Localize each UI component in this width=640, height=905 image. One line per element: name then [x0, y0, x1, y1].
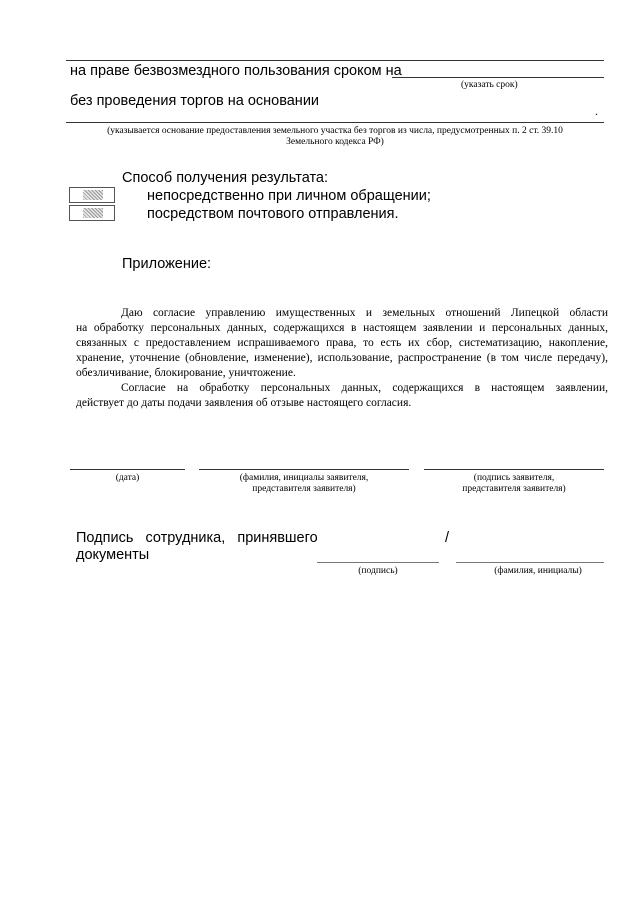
employee-slash: / [445, 530, 450, 546]
consent-p2-rest: действует до даты подачи заявления об отзыве настоящего согласия. [76, 397, 412, 409]
date-hint: (дата) [115, 473, 140, 483]
no-auction-label: без проведения торгов на основании [70, 93, 320, 109]
result-method-title: Способ получения результата: [122, 170, 329, 186]
checkbox-mail[interactable] [69, 205, 115, 221]
employee-signature-hint: (подпись) [358, 566, 398, 576]
free-use-label: на праве безвозмездного пользования сроком на [70, 63, 402, 79]
checkbox-in-person[interactable] [69, 187, 115, 203]
applicant-name-hint-line-2: представителя заявителя) [252, 484, 356, 494]
consent-p1-first-line: Даю согласие управлению имущественных и земельных отношений Липецкой области [121, 307, 608, 319]
basis-input-line[interactable] [66, 122, 604, 123]
term-hint: (указать срок) [461, 80, 518, 90]
checkbox-hatch [83, 208, 103, 218]
applicant-name-hint-line-1: (фамилия, инициалы заявителя, [239, 473, 369, 483]
consent-block [76, 306, 608, 411]
applicant-name-hint [199, 473, 409, 495]
date-input-line[interactable] [70, 469, 185, 470]
basis-hint [66, 126, 604, 148]
consent-p1-rest: на обработку персональных данных, содержащихся в настоящем заявлении и персональных данных, связанных с предоставлением испрашиваемого права, то есть их сбор, систематизацию, накопление, хранение, уточнение (обновление, изменение), использование, распространение (в том числе передачу), обезличивание, блокирование, уничтожение. [76, 322, 608, 379]
employee-label-line-1: Подпись сотрудника, принявшего [76, 530, 318, 546]
employee-signature-line[interactable] [317, 562, 439, 563]
checkbox-hatch [83, 190, 103, 200]
basis-hint-line-1: (указывается основание предоставления земельного участка без торгов из числа, предусмотренных п. 2 ст. 39.10 [107, 126, 563, 136]
employee-signature-label [76, 530, 318, 564]
option-mail-label: посредством почтового отправления. [147, 206, 399, 222]
term-input-line[interactable] [392, 77, 604, 78]
period-mark: . [595, 104, 598, 118]
employee-label-line-2: документы [76, 547, 150, 563]
applicant-name-line[interactable] [199, 469, 409, 470]
applicant-signature-hint [424, 473, 604, 495]
basis-hint-line-2: Земельного кодекса РФ) [286, 137, 384, 147]
employee-name-hint: (фамилия, инициалы) [494, 566, 582, 576]
employee-name-line[interactable] [456, 562, 604, 563]
option-in-person-label: непосредственно при личном обращении; [147, 188, 431, 204]
consent-p2-first-line: Согласие на обработку персональных данных, содержащихся в настоящем заявлении, [121, 382, 608, 394]
top-rule [66, 60, 604, 61]
applicant-signature-line[interactable] [424, 469, 604, 470]
applicant-signature-hint-line-1: (подпись заявителя, [473, 473, 555, 483]
applicant-signature-hint-line-2: представителя заявителя) [462, 484, 566, 494]
attachment-label: Приложение: [122, 256, 212, 272]
